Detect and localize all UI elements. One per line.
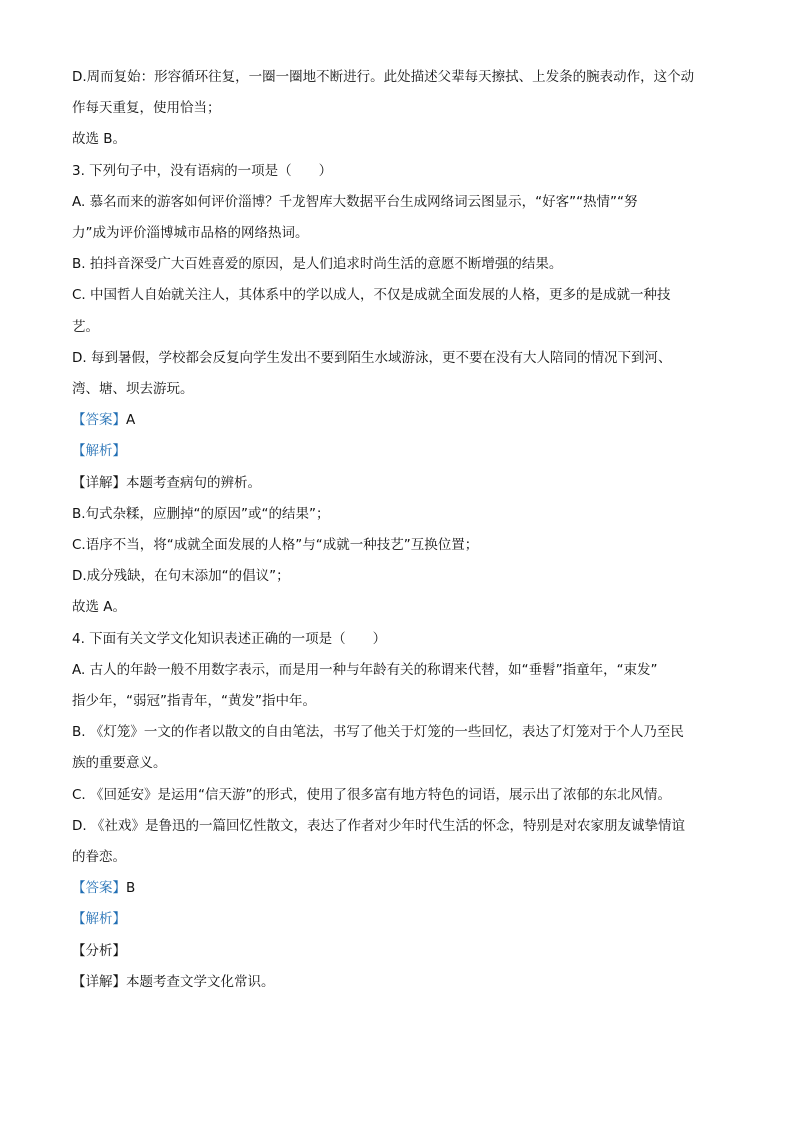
answer-value: A: [126, 412, 136, 429]
question-3-detail: [72, 468, 727, 499]
question-4-stem: 4. 下面有关文学文化知识表述正确的一项是（ ）: [72, 630, 387, 647]
answer-tag: 【答案】: [72, 412, 126, 429]
question-3-option-c-cont: 艺。: [72, 318, 99, 335]
question-3-option-d: D. 每到暑假，学校都会反复向学生发出不要到陌生水域游泳，更不要在没有大人陪同的情况下到河、: [72, 349, 672, 366]
question-4-option-a-cont: 指少年，“弱冠”指青年，“黄发”指中年。: [72, 693, 316, 710]
question-4-analysis: [72, 904, 727, 935]
explanation-line: D.成分残缺，在句末添加“的倡议”；: [72, 568, 290, 585]
question-4-option-b-cont: 族的重要意义。: [72, 755, 167, 772]
question-4-option-c: C. 《回延安》是运用“信天游”的形式，使用了很多富有地方特色的词语，展示出了浓郁的东北风情。: [72, 786, 671, 803]
question-4-option-d: D. 《社戏》是鲁迅的一篇回忆性散文，表达了作者对少年时代生活的怀念，特别是对农家朋友诚挚情谊: [72, 817, 685, 834]
question-4-fenxi: [72, 936, 727, 967]
detail-tag: 【详解】: [72, 474, 126, 491]
question-3-option-a: A. 慕名而来的游客如何评价淄博？千龙智库大数据平台生成网络词云图显示，“好客”“热情”“努: [72, 193, 638, 210]
question-4-option-d-cont: 的眷恋。: [72, 849, 126, 866]
question-3-analysis: [72, 436, 727, 467]
answer-tag: 【答案】: [72, 880, 126, 897]
question-3-stem: 3. 下列句子中，没有语病的一项是（ ）: [72, 162, 333, 179]
detail-text: 本题考查病句的辨析。: [126, 474, 261, 491]
question-4-detail: [72, 967, 727, 998]
fenxi-tag: 【分析】: [72, 942, 126, 959]
question-4-answer: [72, 873, 727, 904]
detail-tag: 【详解】: [72, 973, 126, 990]
question-3-option-c: C. 中国哲人自始就关注人，其体系中的学以成人，不仅是成就全面发展的人格，更多的是成就一种技: [72, 287, 671, 304]
explanation-line: B.句式杂糅，应删掉“的原因”或“的结果”；: [72, 505, 330, 522]
question-4-option-b: B. 《灯笼》一文的作者以散文的自由笔法，书写了他关于灯笼的一些回忆，表达了灯笼对于个人乃至民: [72, 724, 684, 741]
question-4-option-a: A. 古人的年龄一般不用数字表示，而是用一种与年龄有关的称谓来代替，如“垂髫”指童年，“束发”: [72, 661, 658, 678]
explanation-line: C.语序不当，将“成就全面发展的人格”与“成就一种技艺”互换位置；: [72, 537, 479, 554]
explanation-line: 故选 A。: [72, 599, 127, 616]
question-3-answer: [72, 405, 727, 436]
detail-text: 本题考查文学文化常识。: [126, 973, 275, 990]
text-line: D.周而复始：形容循环往复，一圈一圈地不断进行。此处描述父辈每天擦拭、上发条的腕表动作，这个动: [72, 69, 695, 85]
text-line: 故选 B。: [72, 131, 127, 148]
question-3-option-b: B. 拍抖音深受广大百姓喜爱的原因，是人们追求时尚生活的意愿不断增强的结果。: [72, 256, 563, 273]
question-3-option-a-cont: 力”成为评价淄博城市品格的网络热词。: [72, 225, 309, 242]
document-content: [72, 62, 727, 998]
analysis-tag: 【解析】: [72, 443, 126, 460]
analysis-tag: 【解析】: [72, 911, 126, 928]
answer-value: B: [126, 880, 136, 897]
question-3-option-d-cont: 湾、塘、坝去游玩。: [72, 381, 194, 398]
text-line: 作每天重复，使用恰当；: [72, 100, 221, 117]
